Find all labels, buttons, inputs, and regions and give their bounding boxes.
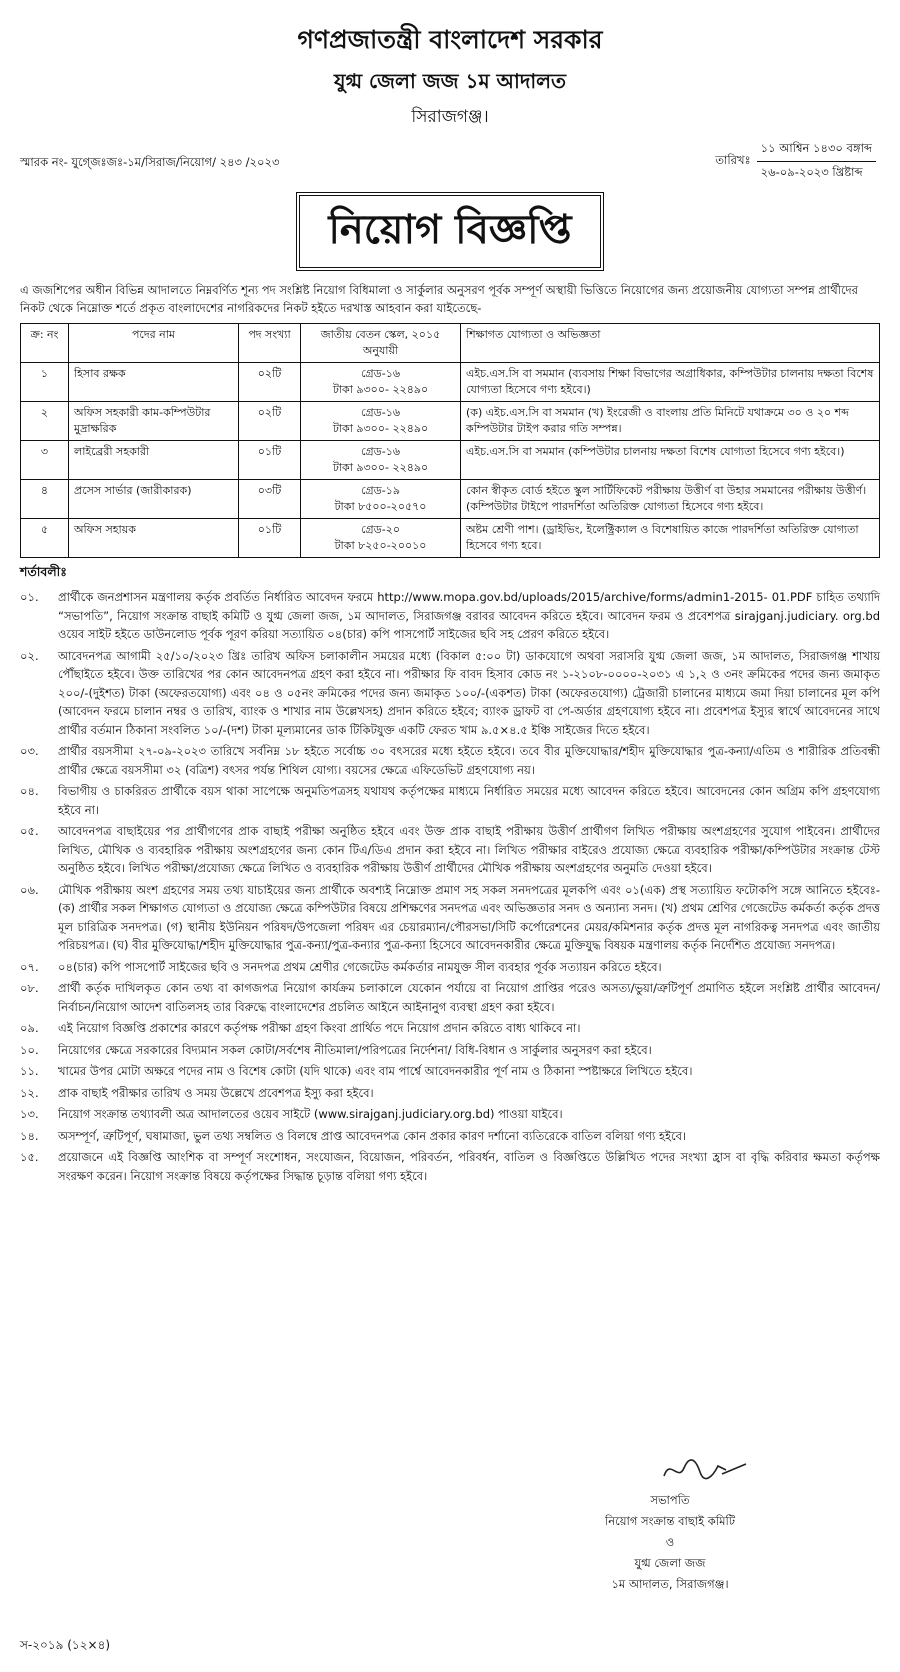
condition-number: ১৪. (20, 1128, 39, 1143)
cell-post: অফিস সহকারী কাম-কম্পিউটার মুদ্রাক্ষরিক (69, 402, 239, 441)
condition-number: ১০. (20, 1042, 39, 1057)
header-qualification: শিক্ষাগত যোগ্যতা ও অভিজ্ঞতা (461, 324, 880, 363)
list-item (20, 1041, 880, 1060)
cell-count: ০৩টি (239, 480, 301, 519)
list-item (20, 1127, 880, 1146)
header-pay-scale: জাতীয় বেতন স্কেল, ২০১৫ অনুযায়ী (301, 324, 461, 363)
condition-number: ০১. (20, 590, 39, 604)
cell-grade: গ্রেড-২০ (360, 523, 401, 536)
signatory-committee: নিয়োগ সংক্রান্ত বাছাই কমিটি (604, 1514, 736, 1528)
signatory-and: ও (665, 1535, 675, 1549)
cell-serial: ৫ (21, 519, 69, 558)
table-row (21, 480, 880, 519)
cell-qualification: এইচ.এস.সি বা সমমান (কম্পিউটার চালনায় দক্ষতা বিশেষ যোগ্যতা হিসেবে গণ্য হইবে।) (461, 441, 880, 480)
condition-text: আবেদনপত্র আগামী ২৫/১০/২০২৩ খ্রিঃ তারিখ অফিস চলাকালীন সময়ের মধ্যে (বিকাল ৫:০০ টা) ডাকযোগে অথবা সরাসরি যুগ্ম জেলা জজ, ১ম আদালত, সিরাজগঞ্জ শাখায় পৌঁছাইতে হইবে। উক্ত তারিখের পর কোন আবেদনপত্র গ্রহণ করা হইবে না। পরীক্ষার ফি বাবদ হিসাব কোড নং ১-২১০৮-০০০০-২০৩১ এ ১,২ ও ৩নং ক্রমিকের পদের জন্য জমাকৃত ২০০/-(দুইশত) টাকা (অফেরতযোগ্য) এবং ০৪ ও ০৫নং ক্রমিকের পদের জন্য জমাকৃত ১০০/-(একশত) টাকা (অফেরতযোগ্য) ট্রেজারী চালানের মাধ্যমে জমা দিয়া চালানের মূল কপি (আবেদন ফরমে চালান নম্বর ও তারিখ, ব্যাংক ও শাখার নাম উল্লেখসহ) প্রদান করিতে হইবে; ব্যাংক ড্রাফট বা পে-অর্ডার গ্রহণযোগ্য হইবে না। প্রবেশপত্র ইস্যুর স্বার্থে আবেদনের সাথে প্রার্থীর বর্তমান ঠিকানা সংবলিত ১০/-(দশ) টাকা মূল্যমানের ডাক টিকিটযুক্ত একটি ফেরত খাম ৯.৫×৪.৫ ইঞ্চি সাইজের দিতে হইবে। (58, 648, 880, 737)
list-item (20, 1019, 880, 1038)
condition-number: ১২. (20, 1085, 39, 1100)
table-header-row (21, 324, 880, 363)
signatory-court: ১ম আদালত, সিরাজগঞ্জ। (611, 1577, 729, 1591)
condition-text: খামের উপর মোটা অক্ষরে পদের নাম ও বিশেষ কোটা (যদি থাকে) এবং বাম পার্শ্বে আবেদনকারীর পূর্ণ নাম ও ঠিকানা স্পষ্টাক্ষরে লিখিতে হইবে। (58, 1064, 693, 1078)
signature-block (540, 1490, 800, 1595)
condition-text: ০৪(চার) কপি পাসপোর্ট সাইজের ছবি ও সনদপত্র প্রথম শ্রেণীর গেজেটেড কর্মকর্তার নামযুক্ত সীল ব্যবহার পূর্বক সত্যায়ন করিতে হইবে। (58, 959, 662, 974)
footer-code: স-২০১৯ (১২×৪) (20, 1638, 111, 1652)
signatory-title: সভাপতি (650, 1493, 690, 1507)
cell-count: ০২টি (239, 402, 301, 441)
cell-qualification: (ক) এইচ.এস.সি বা সমমান (খ) ইংরেজী ও বাংলায় প্রতি মিনিটে যথাক্রমে ৩০ ও ২০ শব্দ কম্পিউটার টাইপ করার গতি সম্পন্ন। (461, 402, 880, 441)
cell-post: লাইব্রেরী সহকারী (69, 441, 239, 480)
condition-text: নিয়োগের ক্ষেত্রে সরকারের বিদ্যমান সকল কোটা/সর্বশেষ নীতিমালা/পরিপত্রের নির্দেশনা/ বিধি-বিধান ও সার্কুলার অনুসরণ করা হইবে। (58, 1042, 652, 1057)
condition-text: নিয়োগ সংক্রান্ত তথ্যাবলী অত্র আদালতের ওয়েব সাইটে (www.sirajganj.judiciary.org.bd) পাওয়া যাইবে। (58, 1107, 563, 1121)
condition-number: ১৩. (20, 1107, 39, 1121)
header-serial: ক্র: নং (21, 324, 69, 363)
date-label: তারিখঃ (715, 153, 751, 167)
condition-text: প্রার্থী কর্তৃক দাখিলকৃত কোন তথ্য বা কাগজপত্র নিয়োগ কার্যক্রম চলাকালে যেকোন পর্যায়ে বা নিয়োগ প্রাপ্তির পরেও অসত্য/ভুয়া/ত্রুটিপূর্ণ প্রমাণিত হইলে সংশ্লিষ্ট প্রার্থীর আবেদন/নির্বাচন/নিয়োগ আদেশ বাতিলসহ তার বিরুদ্ধে বাংলাদেশের প্রচলিত আইনে আইনানুগ ব্যবস্থা গ্রহণ করা হইবে। (58, 981, 880, 1014)
cell-pay (301, 441, 461, 480)
list-item (20, 742, 880, 779)
signatory-designation: যুগ্ম জেলা জজ (634, 1556, 706, 1570)
cell-grade: গ্রেড-১৬ (360, 445, 401, 458)
list-item (20, 1105, 880, 1124)
condition-text: প্রার্থীকে জনপ্রশাসন মন্ত্রণালয় কর্তৃক প্রবর্তিত নির্ধারিত আবেদন ফরমে http://www.mopa.gov.bd/uploads/2015/archive/forms/admin1-2015- 01.PDF চাহিত তথ্যাদি “সভাপতি”, নিয়োগ সংক্রান্ত বাছাই কমিটি ও যুগ্ম জেলা জজ, ১ম আদালত, সিরাজগঞ্জ বরাবর আবেদন করিতে হইবে। আবেদন ফরম ও প্রবেশপত্র sirajganj.judiciary. org.bd ওয়েব সাইট হইতে ডাউনলোড পূর্বক পূরণ করিয়া সত্যায়িত ০৪(চার) কপি পাসপোর্ট সাইজের ছবি সহ প্রেরণ করিতে হইবে। (58, 590, 880, 641)
list-item (20, 782, 880, 819)
condition-text: প্রাক বাছাই পরীক্ষার তারিখ ও সময় উল্লেখে প্রবেশপত্র ইস্যু করা হইবে। (58, 1085, 374, 1100)
list-item (20, 588, 880, 644)
condition-number: ০৫. (20, 824, 39, 838)
cell-pay (301, 480, 461, 519)
cell-count: ০১টি (239, 441, 301, 480)
posts-table (20, 323, 880, 558)
notice-title: নিয়োগ বিজ্ঞপ্তি (296, 192, 603, 271)
list-item (20, 822, 880, 878)
table-row (21, 519, 880, 558)
condition-number: ০৯. (20, 1021, 39, 1035)
condition-number: ০৪. (20, 784, 39, 798)
header-count: পদ সংখ্যা (239, 324, 301, 363)
condition-number: ০৬. (20, 882, 39, 897)
condition-number: ০৩. (20, 744, 39, 758)
memo-number: স্মারক নং- যুগ্জেঃজঃ-১ম/সিরাজ/নিয়োগ/ ২৪৩ /২০২৩ (20, 155, 280, 169)
cell-qualification: এইচ.এস.সি বা সমমান (ব্যবসায় শিক্ষা বিভাগের অগ্রাধিকার, কম্পিউটার চালনায় দক্ষতা বিশেষ যোগ্যতা হিসেবে গণ্য হইবে।) (461, 363, 880, 402)
date-gregorian: ২৬-০৯-২০২৩ খ্রিষ্টাব্দ (760, 165, 863, 179)
list-item (20, 881, 880, 955)
conditions-list (20, 588, 880, 1185)
condition-text: এই নিয়োগ বিজ্ঞপ্তি প্রকাশের কারণে কর্তৃপক্ষ পরীক্ষা গ্রহণ কিংবা প্রার্থিত পদে নিয়োগ প্রদান করিতে বাধ্য থাকিবে না। (58, 1021, 581, 1035)
cell-serial: ৪ (21, 480, 69, 519)
header-post: পদের নাম (69, 324, 239, 363)
list-item (20, 647, 880, 740)
cell-qualification: অষ্টম শ্রেণী পাশ। (ড্রাইভিং, ইলেক্ট্রিক্যাল ও বিশেষায়িত কাজে পারদর্শিতা অতিরিক্ত যোগ্যতা হিসেবে গণ্য হবে। (461, 519, 880, 558)
list-item (20, 1062, 880, 1081)
condition-number: ০৮. (20, 981, 39, 995)
intro-paragraph: এ জজশিপের অধীন বিভিন্ন আদালতে নিম্নবর্ণিত শূন্য পদ সংশ্লিষ্ট নিয়োগ বিধিমালা ও সার্কুলার অনুসরণ পূর্বক সম্পূর্ণ অস্থায়ী ভিত্তিতে নিয়োগের জন্য প্রয়োজনীয় যোগ্যতা সম্পন্ন প্রার্থীদের নিকট থেকে নিম্নোক্ত শর্তে প্রকৃত বাংলাদেশের নাগরিকদের নিকট হইতে দরখাস্ত আহবান করা যাইতেছে- (20, 283, 858, 315)
condition-text: প্রয়োজনে এই বিজ্ঞপ্তি আংশিক বা সম্পূর্ণ সংশোধন, সংযোজন, বিয়োজন, পরিবর্তন, পরিবর্ধন, বাতিল ও বিজ্ঞপ্তিতে উল্লিখিত পদের সংখ্যা হ্রাস বা বৃদ্ধি করিবার ক্ষমতা কর্তৃপক্ষ সংরক্ষণ করেন। নিয়োগ সংক্রান্ত বিষয়ে কর্তৃপক্ষের সিদ্ধান্ত চূড়ান্ত বলিয়া গণ্য হইবে। (58, 1150, 880, 1183)
cell-scale: টাকা ৯৩০০- ২২৪৯০ (332, 461, 429, 474)
condition-number: ১১. (20, 1064, 39, 1078)
cell-post: অফিস সহায়ক (69, 519, 239, 558)
condition-text: বিভাগীয় ও চাকরিরত প্রার্থীকে বয়স থাকা সাপেক্ষে অনুমতিপত্রসহ যথাযথ কর্তৃপক্ষের মাধ্যমে নির্ধারিত সময়ের মধ্যে আবেদন করিতে হইবে। আবেদনের কোন অগ্রিম কপি গ্রহণযোগ্য হইবে না। (58, 784, 880, 817)
cell-scale: টাকা ৮২৫০-২০০১০ (334, 539, 427, 552)
cell-pay (301, 363, 461, 402)
cell-grade: গ্রেড-১৬ (360, 367, 401, 380)
list-item (20, 1084, 880, 1103)
court-heading: যুগ্ম জেলা জজ ১ম আদালত (333, 69, 567, 93)
cell-count: ০১টি (239, 519, 301, 558)
table-row (21, 402, 880, 441)
condition-text: অসম্পূর্ণ, ত্রুটিপূর্ণ, ঘষামাজা, ভুল তথ্য সম্বলিত ও বিলম্বে প্রাপ্ত আবেদনপত্র কোন প্রকার কারণ দর্শানো ব্যতিরেকে বাতিল বলিয়া গণ্য হইবে। (58, 1128, 687, 1143)
date-block (715, 138, 876, 185)
cell-serial: ৩ (21, 441, 69, 480)
condition-number: ১৫. (20, 1150, 39, 1164)
date-bangla: ১১ আশ্বিন ১৪৩০ বঙ্গাব্দ (757, 138, 876, 162)
condition-text: প্রার্থীর বয়সসীমা ২৭-০৯-২০২৩ তারিখে সর্বনিম্ন ১৮ হইতে সর্বোচ্চ ৩০ বৎসরের মধ্যে হইতে হইবে। তবে বীর মুক্তিযোদ্ধার/শহীদ মুক্তিযোদ্ধার পুত্র-কন্যা/এতিম ও শারীরিক প্রতিবন্ধী প্রার্থীর ক্ষেত্রে বয়সসীমা ৩২ (বত্রিশ) বৎসর পর্যন্ত শিথিল যোগ্য। বয়সের ক্ষেত্রে এফিডেভিট গ্রহণযোগ্য নয়। (58, 744, 880, 777)
cell-qualification: কোন স্বীকৃত বোর্ড হইতে স্কুল সার্টিফিকেট পরীক্ষায় উত্তীর্ণ বা উহার সমমানের পরীক্ষায় উত্তীর্ণ। (কম্পিউটার টাইপে পারদর্শিতা অতিরিক্ত যোগ্যতা হিসেবে গণ্য হইবে। (461, 480, 880, 519)
cell-grade: গ্রেড-১৬ (360, 406, 401, 419)
cell-pay (301, 402, 461, 441)
conditions-heading: শর্তাবলীঃ (20, 564, 67, 579)
reference-row (20, 138, 880, 192)
district-heading: সিরাজগঞ্জ। (411, 107, 489, 127)
cell-scale: টাকা ৯৩০০- ২২৪৯০ (332, 422, 429, 435)
cell-post: প্রসেস সার্ভার (জারীকারক) (69, 480, 239, 519)
condition-number: ০২. (20, 648, 39, 663)
handwritten-signature (660, 1452, 750, 1486)
list-item (20, 979, 880, 1016)
condition-number: ০৭. (20, 959, 39, 974)
cell-grade: গ্রেড-১৯ (360, 484, 401, 497)
cell-post: হিসাব রক্ষক (69, 363, 239, 402)
list-item (20, 958, 880, 977)
table-row (21, 441, 880, 480)
cell-serial: ১ (21, 363, 69, 402)
cell-scale: টাকা ৯৩০০- ২২৪৯০ (332, 383, 429, 396)
cell-pay (301, 519, 461, 558)
table-row (21, 363, 880, 402)
cell-serial: ২ (21, 402, 69, 441)
govt-heading: গণপ্রজাতন্ত্রী বাংলাদেশ সরকার (297, 25, 603, 54)
condition-text: আবেদনপত্র বাছাইয়ের পর প্রার্থীগণের প্রাক বাছাই পরীক্ষা অনুষ্ঠিত হইবে এবং উক্ত প্রাক বাছাই পরীক্ষায় উত্তীর্ণ প্রার্থীগণ লিখিত পরীক্ষায় অংশগ্রহণের সুযোগ পাইবেন। প্রার্থীদের লিখিত, মৌখিক ও ব্যবহারিক পরীক্ষায় অংশগ্রহণের জন্য কোন টিএ/ডিএ প্রদান করা হইবে না। লিখিত পরীক্ষার বাইরেও প্রযোজ্য ক্ষেত্রে ব্যবহারিক পরীক্ষা/কম্পিউটার সংক্রান্ত টেস্ট অনুষ্ঠিত হইবে। লিখিত পরীক্ষা/প্রযোজ্য ক্ষেত্রে লিখিত ও ব্যবহারিক পরীক্ষায় উত্তীর্ণ প্রার্থীদের মৌখিক পরীক্ষায় অংশগ্রহণের অনুমতি দেওয়া হইবে। (58, 824, 880, 875)
cell-scale: টাকা ৮৫০০-২০৫৭০ (334, 500, 427, 513)
list-item (20, 1148, 880, 1185)
cell-count: ০২টি (239, 363, 301, 402)
condition-text: মৌখিক পরীক্ষায় অংশ গ্রহণের সময় তথ্য যাচাইয়ের জন্য প্রার্থীকে অবশ্যই নিম্নোক্ত প্রমাণ সহ সকল সনদপত্রের মূলকপি এবং ০১(এক) প্রস্থ সত্যায়িত ফটোকপি সঙ্গে আনিতে হইবেঃ- (ক) প্রার্থীর সকল শিক্ষাগত যোগ্যতা ও প্রযোজ্য ক্ষেত্রে কম্পিউটার বিষয়ে প্রশিক্ষণের সনদপত্র এবং অভিজ্ঞতার সনদ ও অন্যান্য সনদ। (খ) প্রথম শ্রেণির গেজেটেড কর্মকর্তা কর্তৃক প্রদত্ত মূল চারিত্রিক সনদপত্র। (গ) স্থানীয় ইউনিয়ন পরিষদ/উপজেলা পরিষদ এর চেয়ারম্যান/পৌরসভা/সিটি কর্পোরেশনের মেয়র/কমিশনার কর্তৃক প্রদত্ত মূল নাগরিকত্ব সনদপত্র এবং জাতীয় পরিচয়পত্র। (ঘ) বীর মুক্তিযোদ্ধা/শহীদ মুক্তিযোদ্ধার পুত্র-কন্যা/পুত্র-কন্যার পুত্র-কন্যা হিসেবে আবেদনকারীর ক্ষেত্রে মুক্তিযুদ্ধ বিষয়ক মন্ত্রণালয় কর্তৃক নির্দেশিত প্রযোজ্য সনদপত্র। (58, 882, 880, 952)
